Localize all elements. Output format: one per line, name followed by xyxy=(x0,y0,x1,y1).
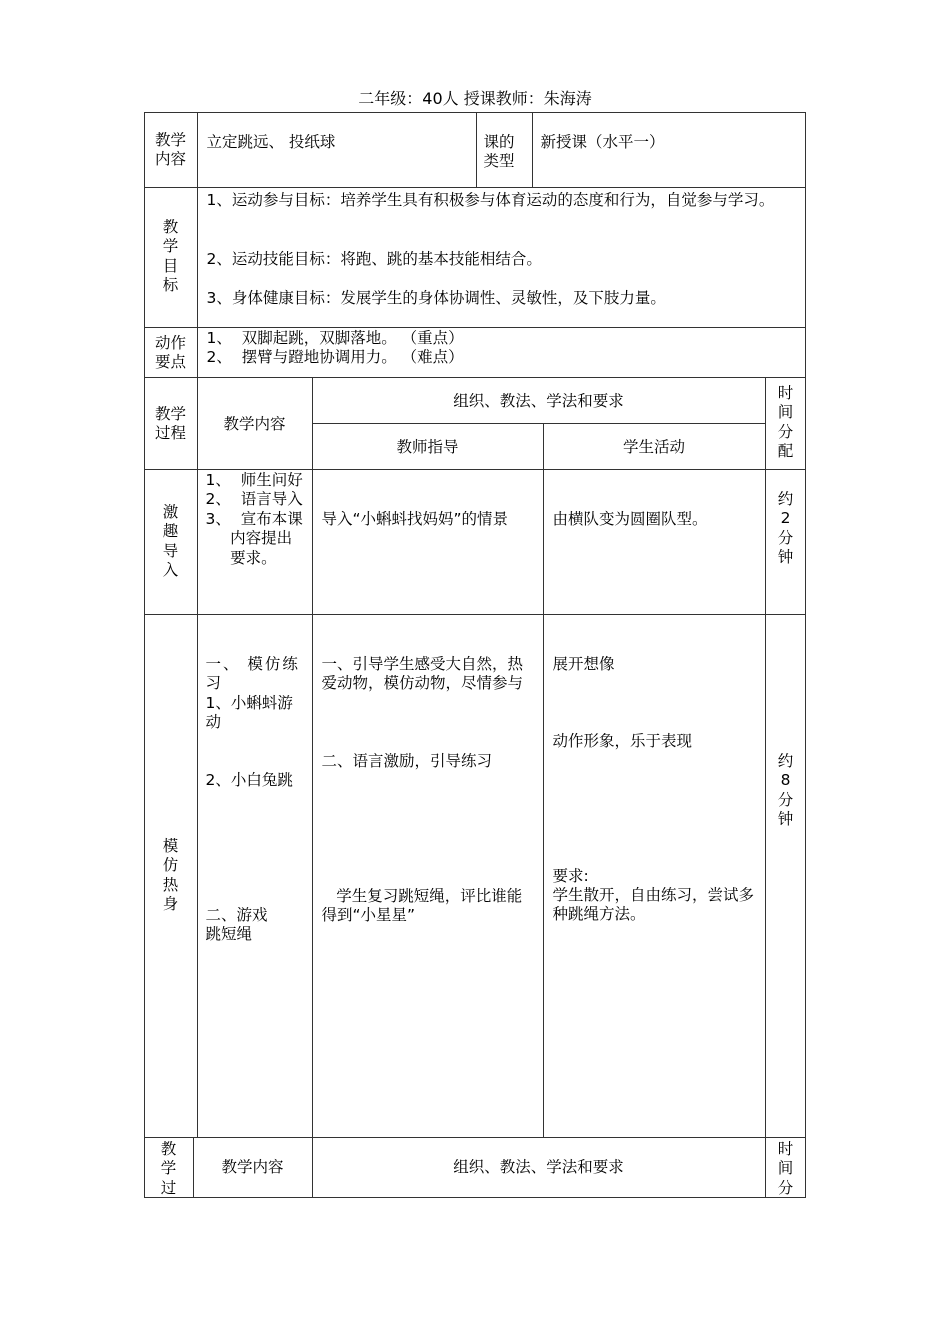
stage-cell xyxy=(144,469,198,615)
type-cell xyxy=(532,112,806,188)
content-cell xyxy=(197,112,477,188)
stage-header-cell xyxy=(144,1137,194,1198)
org-header: 组织、教法、学法和要求 xyxy=(453,391,624,410)
stage-cell xyxy=(144,614,198,1138)
key-points-cell xyxy=(197,327,806,378)
content-label: 教学 内容 xyxy=(154,130,186,168)
stage-label: 激趣导入 xyxy=(162,502,179,579)
student-cell xyxy=(543,614,766,1138)
teacher-text: 二、语言激励，引导练习 xyxy=(321,751,493,770)
content-header: 教学内容 xyxy=(221,1157,284,1176)
student-text: 展开想像 xyxy=(552,654,615,673)
teacher-cell xyxy=(312,614,544,1138)
time-header: 时间分配 xyxy=(777,383,794,460)
time-cell xyxy=(765,469,806,615)
goals-cell xyxy=(197,187,806,328)
content-header-cell xyxy=(193,1137,313,1198)
teacher-text: 导入“小蝌蚪找妈妈”的情景 xyxy=(321,509,509,528)
time-header: 时间分 xyxy=(777,1139,794,1197)
content-text: 1、小蝌蚪游动 xyxy=(205,693,293,731)
time-header-cell xyxy=(765,1137,806,1198)
stage-header: 教学 过程 xyxy=(154,404,186,442)
student-header: 学生活动 xyxy=(622,437,685,456)
time-header-cell xyxy=(765,377,806,470)
teacher-cell xyxy=(312,469,544,615)
student-text: 由横队变为圆圈队型。 xyxy=(552,509,708,528)
content-text: 二、游戏 跳短绳 xyxy=(205,905,268,943)
org-header-cell xyxy=(312,1137,766,1198)
content-header-cell xyxy=(197,377,313,470)
content-text: 2、小白兔跳 xyxy=(205,770,293,789)
content-text: 1、 师生问好 2、 语言导入 3、 宣布本课 内容提出 要求。 xyxy=(205,470,303,567)
stage-label: 模仿热身 xyxy=(162,836,179,913)
content-header: 教学内容 xyxy=(223,414,286,433)
content-cell xyxy=(197,469,313,615)
student-cell xyxy=(543,469,766,615)
stage-header-cell xyxy=(144,377,198,470)
goal-item: 2、运动技能目标：将跑、跳的基本技能相结合。 xyxy=(206,249,542,268)
lesson-header: 二年级：40人 授课教师：朱海涛 xyxy=(358,89,592,108)
key-points-label: 动作 要点 xyxy=(154,333,186,371)
content-value: 立定跳远、 投纸球 xyxy=(206,132,336,151)
teacher-text: 学生复习跳短绳，评比谁能得到“小星星” xyxy=(321,886,523,924)
teacher-header: 教师指导 xyxy=(396,437,459,456)
time-text: 约8分钟 xyxy=(777,751,794,828)
teacher-text: 一、引导学生感受大自然，热爱动物，模仿动物，尽情参与 xyxy=(321,654,524,692)
type-label: 课的 类型 xyxy=(483,132,515,170)
time-text: 约2分钟 xyxy=(777,489,794,566)
key-point: 1、 双脚起跳，双脚落地。 （重点） xyxy=(206,328,464,347)
student-header-cell xyxy=(543,423,766,470)
time-cell xyxy=(765,614,806,1138)
goal-item: 3、身体健康目标：发展学生的身体协调性、灵敏性，及下肢力量。 xyxy=(206,288,666,307)
content-text: 一、 模仿练习 xyxy=(205,654,300,692)
teacher-header-cell xyxy=(312,423,544,470)
student-text: 要求: 学生散开，自由练习，尝试多种跳绳方法。 xyxy=(552,866,755,923)
org-header: 组织、教法、学法和要求 xyxy=(453,1157,624,1176)
goal-item: 1、运动参与目标：培养学生具有积极参与体育运动的态度和行为，自觉参与学习。 xyxy=(206,190,775,209)
org-header-cell xyxy=(312,377,766,424)
type-value: 新授课（水平一） xyxy=(540,132,665,151)
content-cell xyxy=(197,614,313,1138)
student-text: 动作形象，乐于表现 xyxy=(552,731,693,750)
type-label-cell xyxy=(476,112,533,188)
key-point: 2、 摆臂与蹬地协调用力。 （难点） xyxy=(206,347,464,366)
key-points-label-cell xyxy=(144,327,198,378)
goals-label-cell xyxy=(144,187,198,328)
stage-header: 教学过 xyxy=(160,1139,177,1197)
content-label-cell xyxy=(144,112,198,188)
goals-label: 教学目标 xyxy=(162,217,179,294)
